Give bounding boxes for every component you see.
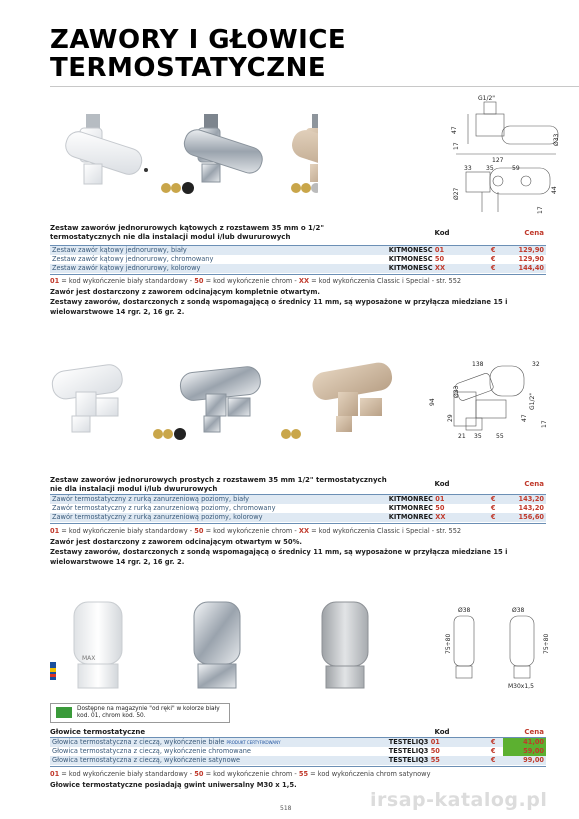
dim-94: 94	[429, 398, 436, 406]
row-currency: €	[489, 246, 503, 255]
stock-note-text: Dostępne na magazynie "od ręki" w kolorze biały kod. 01, chrom kod. 50.	[77, 706, 220, 719]
section1-note-2: Zestawy zaworów, dostarczonych z sondą wspomagającą o średnicy 11 mm, są wyposażone w przyłącza miedziane 15 i wielowarstwowe 14 rgr. 2, 16 gr. 2.	[50, 298, 508, 316]
dim-127: 127	[492, 157, 504, 164]
row-desc: Zestaw zawór kątowy jednorurowy, chromowany	[50, 255, 387, 264]
table-row	[50, 255, 546, 264]
row-desc: Zestaw zawór kątowy jednorurowy, biały	[50, 246, 387, 255]
dim-75b: 75÷80	[543, 633, 550, 654]
row-desc: Głowica termostatyczna z cieczą, wykończenie satynowe	[50, 756, 387, 765]
table-row	[50, 747, 546, 756]
section1-kod-header: Kod	[434, 229, 450, 237]
dim-59: 59	[512, 165, 520, 172]
dim-35: 35	[486, 165, 494, 172]
row-currency: €	[489, 255, 503, 264]
dim-75a: 75÷80	[445, 633, 452, 654]
row-price: 129,90	[503, 246, 546, 255]
row-currency: €	[489, 738, 503, 747]
colored-straight-valve	[310, 361, 394, 432]
row-currency: €	[489, 495, 503, 504]
row-code: KITMONESC 50	[387, 255, 489, 264]
white-thermostatic-head	[74, 602, 122, 688]
table-row	[50, 756, 546, 765]
row-desc: Zawór termostatyczny z rurką zanurzeniową poziomy, chromowany	[50, 504, 387, 513]
row-currency: €	[489, 747, 503, 756]
dim-17b: 17	[537, 206, 544, 214]
section2-title: Zestaw zaworów jednorurowych prostych z rozstawem 35 mm 1/2" termostatycznych nie dla instalacji modul i/lub dwururowych	[50, 476, 387, 493]
chrome-thermostatic-head	[194, 602, 240, 688]
angle-valve-dimension-drawing	[446, 92, 564, 216]
svg-text:MAX: MAX	[82, 655, 96, 662]
dim-d33b: Ø33	[453, 385, 460, 398]
row-code: KITMONESC XX	[387, 264, 489, 273]
section2-kod-header: Kod	[434, 480, 450, 488]
section2-price-table	[50, 495, 546, 522]
table-row	[50, 738, 546, 747]
fittings-set-3	[153, 428, 186, 440]
white-straight-valve	[51, 363, 124, 432]
section1-title: Zestaw zaworów jednorurowych kątowych z rozstawem 35 mm o 1/2" termostatycznych nie dla instalacji modul i/lub dwururowych	[50, 224, 325, 241]
dim-d38a: Ø38	[458, 607, 471, 614]
row-price: 144,40	[503, 264, 546, 273]
dim-44: 44	[551, 186, 558, 194]
stock-color-square	[56, 707, 72, 718]
angle-valve-kit-photos	[58, 108, 318, 204]
row-code: KITMONREC XX	[387, 513, 489, 522]
dim-d27: Ø27	[453, 187, 460, 200]
dim-17a: 17	[453, 142, 460, 150]
dim-55: 55	[496, 433, 504, 440]
cert-logo	[50, 662, 56, 680]
section3-title: Głowice termostatyczne	[50, 728, 146, 736]
dim-17c: 17	[541, 420, 548, 428]
straight-valve-kit-photos	[46, 350, 426, 446]
section3-note: Głowice termostatyczne posiadają gwint uniwersalny M30 x 1,5.	[50, 781, 297, 789]
table-row	[50, 264, 546, 273]
row-code: TESTELIQ3 50	[387, 747, 489, 756]
section3-rule-bottom	[50, 766, 546, 767]
section3-cena-header: Cena	[524, 728, 544, 736]
row-code: KITMONESC 01	[387, 246, 489, 255]
section2-header	[50, 476, 550, 496]
row-currency: €	[489, 756, 503, 765]
section3-code-legend: 01 = kod wykończenie biały standardowy - 50 = kod wykończenie chrom - 55 = kod wykończenia chrom satynowy	[50, 770, 431, 778]
section1-price-table	[50, 246, 546, 273]
row-price: 156,60	[503, 513, 546, 522]
table-row	[50, 495, 546, 504]
fittings-set-2	[291, 183, 318, 193]
section2-code-legend: 01 = kod wykończenie biały standardowy - 50 = kod wykończenie chrom - XX = kod wykończenia Classic i Special - str. 552	[50, 527, 462, 535]
row-price: 41,00	[503, 738, 546, 747]
row-price: 129,90	[503, 255, 546, 264]
table-row	[50, 513, 546, 522]
title-line-1: ZAWORY I GŁOWICE	[50, 25, 347, 55]
chrome-straight-valve	[179, 365, 261, 432]
section3-kod-header: Kod	[434, 728, 450, 736]
page-title	[50, 26, 346, 82]
title-divider	[50, 86, 579, 87]
watermark: irsap-katalog.pl	[370, 789, 548, 811]
dim-32: 32	[532, 361, 540, 368]
satin-thermostatic-head	[322, 602, 368, 688]
section1-header	[50, 224, 550, 244]
row-desc: Zestaw zawór kątowy jednorurowy, kolorowy	[50, 264, 387, 273]
row-price: 99,00	[503, 756, 546, 765]
thermostatic-heads-photos	[46, 598, 386, 700]
dim-33: 33	[464, 165, 472, 172]
section1-note: Zawór jest dostarczony z zaworem odcinającym kompletnie otwartym.	[50, 288, 320, 296]
section2-cena-header: Cena	[524, 480, 544, 488]
white-angle-valve	[63, 114, 148, 184]
row-desc: Głowica termostatyczna z cieczą, wykończenie chromowane	[50, 747, 387, 756]
row-code: TESTELIQ3 55	[387, 756, 489, 765]
row-price: 143,20	[503, 504, 546, 513]
colored-angle-valve	[289, 114, 318, 182]
dim-g12b: G1/2"	[529, 392, 536, 410]
fittings-set-1	[161, 182, 194, 194]
dim-35b: 35	[474, 433, 482, 440]
dim-21: 21	[458, 433, 466, 440]
dim-138: 138	[472, 361, 484, 368]
row-code: TESTELIQ3 01	[387, 738, 489, 747]
section1-rule-bottom	[50, 274, 546, 275]
row-desc: Głowica termostatyczna z cieczą, wykończenie białe PRODUKT CERTYFIKOWANY	[50, 738, 387, 747]
straight-valve-dimension-drawing	[424, 358, 554, 442]
row-code: KITMONREC 50	[387, 504, 489, 513]
section3-price-table	[50, 738, 546, 765]
head-dimension-drawing	[440, 604, 560, 690]
row-desc: Zawór termostatyczny z rurką zanurzeniową poziomy, biały	[50, 495, 387, 504]
cert-text: PRODUKT CERTYFIKOWANY	[226, 740, 281, 745]
table-row	[50, 504, 546, 513]
section2-note-2: Zestawy zaworów, dostarczonych z sondą wspomagającą o średnicy 11 mm, są wyposażone w przyłącza miedziane 15 i wielowarstwowe 14 rgr. 2, 16 gr. 2.	[50, 548, 508, 566]
table-row	[50, 246, 546, 255]
row-currency: €	[489, 513, 503, 522]
row-price: 143,20	[503, 495, 546, 504]
stock-availability-note	[50, 703, 230, 723]
section2-rule-bottom	[50, 523, 546, 524]
dim-g12: G1/2"	[478, 95, 496, 102]
row-currency: €	[489, 264, 503, 273]
dim-47: 47	[451, 126, 458, 134]
dim-m30: M30x1,5	[508, 683, 534, 690]
dim-d33: Ø33	[553, 133, 560, 146]
title-line-2: TERMOSTATYCZNE	[50, 53, 327, 83]
row-desc: Zawór termostatyczny z rurką zanurzeniową poziomy, kolorowy	[50, 513, 387, 522]
dim-d38b: Ø38	[512, 607, 525, 614]
section1-cena-header: Cena	[524, 229, 544, 237]
section1-code-legend: 01 = kod wykończenie biały standardowy - 50 = kod wykończenie chrom - XX = kod wykończenia Classic i Special - str. 552	[50, 277, 462, 285]
fittings-set-4	[281, 429, 301, 439]
chrome-angle-valve	[181, 114, 265, 182]
row-currency: €	[489, 504, 503, 513]
dim-47b: 47	[521, 414, 528, 422]
page-number: 518	[280, 805, 292, 812]
row-price: 59,00	[503, 747, 546, 756]
section2-note: Zawór jest dostarczony z zaworem odcinającym otwartym w 50%.	[50, 538, 302, 546]
row-code: KITMONREC 01	[387, 495, 489, 504]
dim-29: 29	[447, 414, 454, 422]
